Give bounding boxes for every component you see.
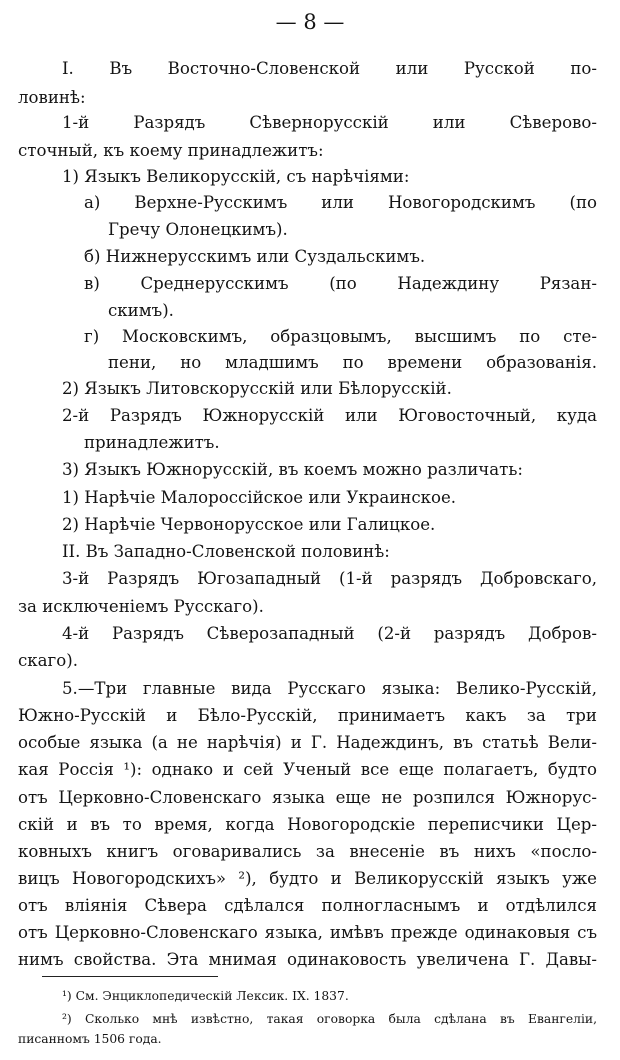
footnote: писанномъ 1506 года. — [18, 1032, 162, 1046]
text-line: Южно-Русскій и Бѣло-Русскій, принимаетъ какъ за три — [18, 706, 597, 725]
text-line: 2) Языкъ Литовскорусскій или Бѣлорусскій. — [62, 379, 452, 398]
text-line: нимъ свойства. Эта мнимая одинаковость увеличена Г. Давы- — [18, 950, 597, 969]
footnote: ²) Сколько мнѣ извѣстно, такая оговорка была сдѣлана въ Евангеліи, — [62, 1012, 597, 1026]
text-line: 3-й Разрядъ Югозападный (1-й разрядъ Добровскаго, — [62, 569, 597, 588]
text-line: ковныхъ книгъ оговаривались за внесеніе въ нихъ «посло- — [18, 842, 597, 861]
text-line: 1) Языкъ Великорусскій, съ нарѣчіями: — [62, 167, 410, 186]
text-line: за исключеніемъ Русскаго). — [18, 597, 264, 616]
text-line: 3) Языкъ Южнорусскій, въ коемъ можно различать: — [62, 460, 523, 479]
text-line: 4-й Разрядъ Сѣверозападный (2-й разрядъ Добров- — [62, 624, 597, 643]
text-line: в) Среднерусскимъ (по Надеждину Рязан- — [84, 274, 597, 293]
text-line: 2) Нарѣчіе Червонорусское или Галицкое. — [62, 515, 436, 534]
text-line: скимъ). — [108, 301, 174, 320]
text-line: Гречу Олонецкимъ). — [108, 220, 288, 239]
text-line: сточный, къ коему принадлежитъ: — [18, 141, 324, 160]
text-line: кая Россія ¹): однако и сей Ученый все еще полагаетъ, будто — [18, 760, 597, 779]
text-line: отъ вліянія Сѣвера сдѣлался полногласнымъ и отдѣлился — [18, 896, 597, 915]
text-line: а) Верхне-Русскимъ или Новогородскимъ (по — [84, 193, 597, 212]
footnote-separator — [42, 976, 218, 977]
text-line: вицъ Новогородскихъ» ²), будто и Великорусскій языкъ уже — [18, 869, 597, 888]
text-line: отъ Церковно-Словенскаго языка, имѣвъ прежде одинаковыя съ — [18, 923, 597, 942]
text-line: 5.—Три главные вида Русскаго языка: Велико-Русскій, — [62, 679, 597, 698]
text-line: скій и въ то время, когда Новогородскіе переписчики Цер- — [18, 815, 597, 834]
footnote: ¹) См. Энциклопедическій Лексик. IX. 1837. — [62, 989, 349, 1003]
text-line: пени, но младшимъ по времени образованія. — [108, 353, 597, 372]
text-line: принадлежитъ. — [84, 433, 220, 452]
page-number: — 8 — — [275, 10, 345, 34]
text-line: отъ Церковно-Словенскаго языка еще не розпился Южнорус- — [18, 788, 597, 807]
text-line: I. Въ Восточно-Словенской или Русской по- — [62, 59, 597, 78]
text-line: ловинѣ: — [18, 88, 86, 107]
text-line: особые языка (а не нарѣчія) и Г. Надеждинъ, въ статьѣ Вели- — [18, 733, 597, 752]
text-line: б) Нижнерусскимъ или Суздальскимъ. — [84, 247, 426, 266]
text-line: г) Московскимъ, образцовымъ, высшимъ по сте- — [84, 327, 597, 346]
text-line: 1-й Разрядъ Сѣвернорусскій или Сѣверово- — [62, 113, 597, 132]
text-line: 1) Нарѣчіе Малороссійское или Украинское. — [62, 488, 457, 507]
text-line: скаго). — [18, 651, 78, 670]
text-line: II. Въ Западно-Словенской половинѣ: — [62, 542, 390, 561]
text-line: 2-й Разрядъ Южнорусскій или Юговосточный, куда — [62, 406, 597, 425]
